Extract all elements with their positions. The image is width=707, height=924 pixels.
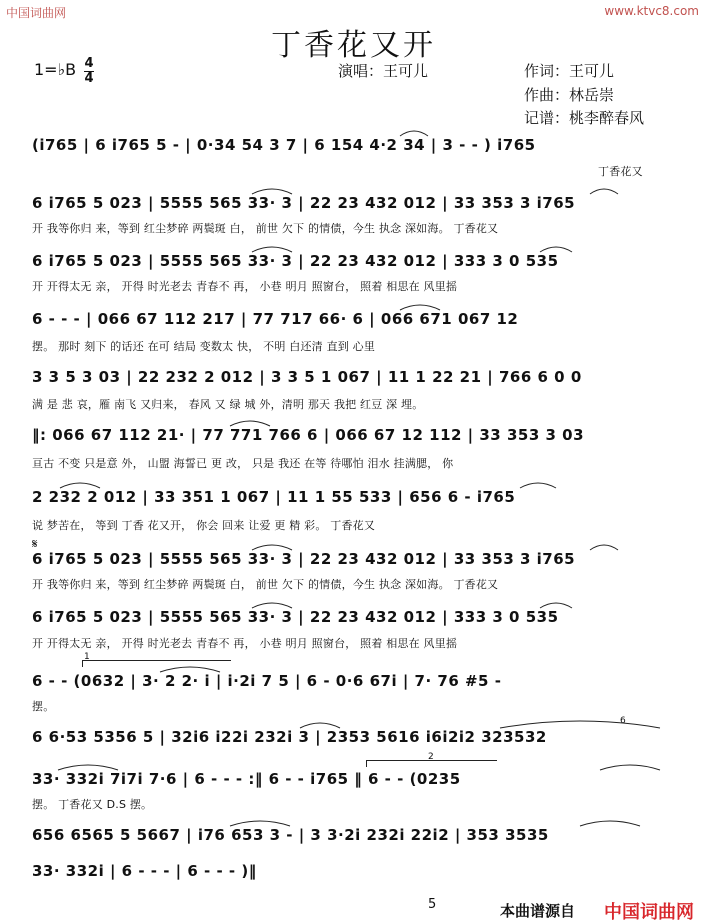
- tie-arc: [400, 131, 428, 136]
- lyrics-line-2: 开 我等你归 来，等到 红尘梦碎 两鬓斑 白， 前世 欠下 的情债，今生 执念 深如海。 丁香花又: [32, 222, 499, 235]
- notes-line-14: 33· 332i | 6 - - - | 6 - - - )‖: [32, 862, 257, 880]
- meter-top: 4: [84, 56, 94, 71]
- sextuplet-mark: 6: [620, 716, 626, 726]
- page-number: 5: [428, 897, 437, 912]
- notes-line-13: 656 6565 5 5667 | i76 653 3 - | 3 3·2i 232i 22i2 | 353 3535: [32, 826, 549, 844]
- watermark-left: 中国词曲网: [6, 6, 67, 20]
- volta-2-label: 2: [428, 752, 434, 762]
- lyricist-credit: 作词：王可儿: [524, 62, 615, 80]
- song-title: 丁香花又开: [271, 28, 436, 63]
- notes-line-4: 6 - - - | 066 67 112 217 | 77 717 66· 6 | 066 671 067 12: [32, 310, 519, 328]
- lyrics-line-8: 开 我等你归 来，等到 红尘梦碎 两鬓斑 白， 前世 欠下 的情债，今生 执念 深如海。 丁香花又: [32, 578, 499, 591]
- tie-arc: [580, 821, 640, 826]
- lyrics-line-12: 摆。 丁香花又 D.S 摆。: [32, 798, 153, 811]
- composer-credit: 作曲：林岳崇: [524, 86, 615, 104]
- lyrics-line-9: 开 开得太无 亲， 开得 时光老去 青春不 再， 小巷 明月 照窗台， 照着 相思在 风里摇: [32, 637, 458, 650]
- tie-arc: [600, 765, 660, 770]
- tie-arc: [590, 545, 618, 550]
- tie-arc: [160, 667, 220, 672]
- segno-sign: 𝄋: [32, 537, 38, 552]
- notes-line-2: 6 i765 5 023 | 5555 565 33· 3 | 22 23 432 012 | 33 353 3 i765: [32, 194, 576, 212]
- tie-arc: [230, 421, 270, 426]
- tie-arc: [400, 305, 440, 310]
- tie-arc: [590, 189, 618, 194]
- tie-arc: [58, 765, 118, 770]
- lyrics-line-4: 摆。 那时 刻下 的话还 在可 结局 变数太 快， 不明 白还清 直到 心里: [32, 340, 376, 353]
- footer-source-label: 本曲谱源自: [500, 902, 576, 920]
- lyrics-line-6: 亘古 不变 只是意 外， 山盟 海誓已 更 改， 只是 我还 在等 待哪怕 泪水 挂满腮， 你: [32, 457, 454, 470]
- lyrics-line-7: 说 梦苦在， 等到 丁香 花又开， 你会 回来 让爱 更 精 彩。 丁香花又: [32, 519, 376, 532]
- lyrics-line-10: 摆。: [32, 700, 55, 713]
- notes-line-7: 2 232 2 012 | 33 351 1 067 | 11 1 55 533 | 656 6 - i765: [32, 488, 516, 506]
- notes-line-10: 6 - - (0632 | 3· 2 2· i | i·2i 7 5 | 6 - 0·6 67i | 7· 76 #5 -: [32, 672, 502, 690]
- tie-arc: [500, 721, 660, 728]
- meter-bottom: 4: [84, 71, 94, 86]
- notes-line-3: 6 i765 5 023 | 5555 565 33· 3 | 22 23 432 012 | 333 3 0 535: [32, 252, 559, 270]
- tie-arc: [540, 247, 572, 252]
- volta-1-label: 1: [84, 652, 90, 662]
- notes-line-9: 6 i765 5 023 | 5555 565 33· 3 | 22 23 432 012 | 333 3 0 535: [32, 608, 559, 626]
- lyrics-line-1: 丁香花又: [598, 165, 643, 178]
- key-signature: 1=♭B: [34, 60, 77, 79]
- tie-arc: [230, 821, 290, 826]
- notes-line-12: 33· 332i 7i7i 7·6 | 6 - - - :‖ 6 - - i765 ‖ 6 - - (0235: [32, 770, 461, 788]
- tie-arc: [300, 723, 340, 728]
- notes-line-1: (i765 | 6 i765 5 - | 0·34 54 3 7 | 6 154 4·2 34 | 3 - - ) i765: [32, 136, 536, 154]
- lyrics-line-5: 满 是 悲 哀，雁 南飞 又归来， 春风 又 绿 城 外，清明 那天 我把 红豆 深 埋。: [32, 398, 424, 411]
- notes-line-11: 6 6·53 5356 5 | 32i6 i22i 232i 3 | 2353 5616 i6i2i2 323532: [32, 728, 547, 746]
- notes-line-6: ‖: 066 67 112 21· | 77 771 766 6 | 066 67 12 112 | 33 353 3 03: [32, 426, 585, 444]
- tie-arc: [252, 545, 292, 550]
- transcriber-credit: 记谱：桃李醉春风: [524, 109, 645, 127]
- tie-arc: [520, 483, 556, 488]
- tie-arc: [540, 603, 572, 608]
- lyrics-line-3: 开 开得太无 亲， 开得 时光老去 青春不 再， 小巷 明月 照窗台， 照着 相思在 风里摇: [32, 280, 458, 293]
- tie-arc: [252, 603, 292, 608]
- footer-site-name: 中国词曲网: [604, 902, 694, 923]
- notes-line-5: 3 3 5 3 03 | 22 232 2 012 | 3 3 5 1 067 | 11 1 22 21 | 766 6 0 0: [32, 368, 582, 386]
- watermark-right: www.ktvc8.com: [604, 4, 699, 18]
- singer-credit: 演唱：王可儿: [338, 62, 429, 80]
- tie-arc: [252, 247, 292, 252]
- tie-arc: [252, 189, 292, 194]
- notes-line-8: 6 i765 5 023 | 5555 565 33· 3 | 22 23 432 012 | 33 353 3 i765: [32, 550, 576, 568]
- tie-arc: [60, 483, 100, 488]
